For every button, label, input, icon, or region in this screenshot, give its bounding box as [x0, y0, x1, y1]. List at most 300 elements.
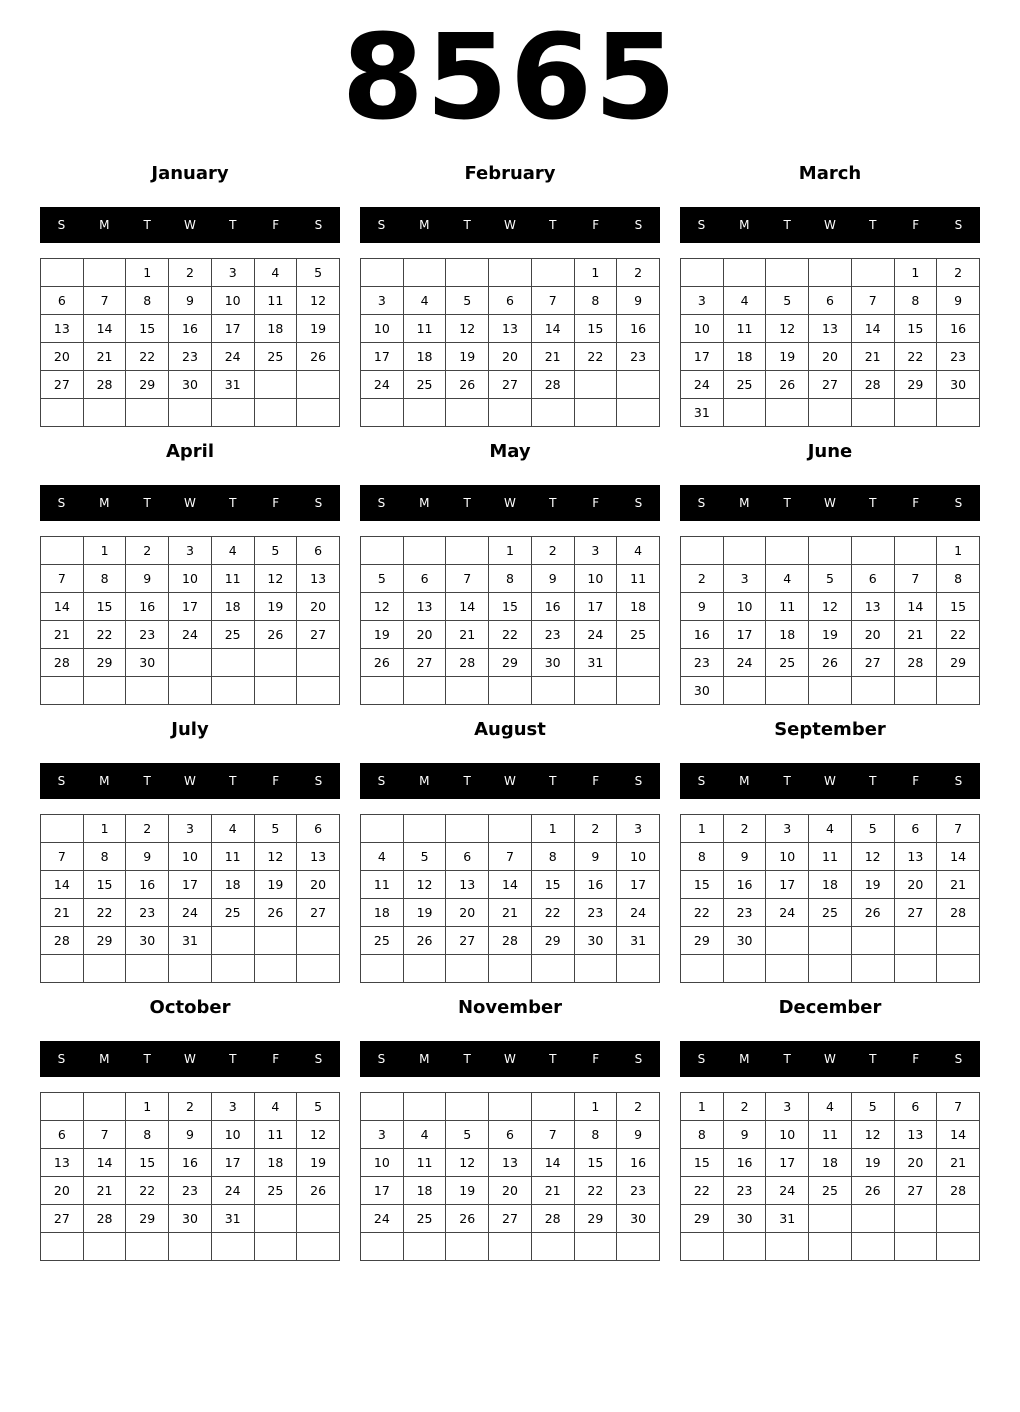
- day-grid: [360, 536, 660, 705]
- weekday-header: T: [869, 496, 877, 510]
- day-cell: 14: [851, 315, 894, 343]
- day-cell: 12: [766, 315, 809, 343]
- day-cell: 14: [937, 1121, 980, 1149]
- day-cell: [809, 399, 852, 427]
- day-cell: 20: [894, 871, 937, 899]
- day-cell: 27: [894, 899, 937, 927]
- day-cell: 2: [126, 537, 169, 565]
- weekday-header: F: [912, 496, 920, 510]
- month-name: September: [774, 719, 886, 740]
- month-name: June: [807, 441, 853, 462]
- week-row: [361, 815, 660, 843]
- day-cell: 10: [169, 565, 212, 593]
- weekday-header: T: [549, 496, 557, 510]
- week-row: [361, 1093, 660, 1121]
- week-row: [361, 1121, 660, 1149]
- day-cell: 24: [681, 371, 724, 399]
- week-row: [361, 399, 660, 427]
- weekday-header: W: [184, 774, 196, 788]
- day-cell: [894, 677, 937, 705]
- weekday-header: F: [272, 496, 280, 510]
- day-cell: [446, 1233, 489, 1261]
- day-cell: 28: [894, 649, 937, 677]
- week-row: [681, 677, 980, 705]
- day-cell: 18: [723, 343, 766, 371]
- day-cell: 23: [937, 343, 980, 371]
- day-cell: 15: [489, 593, 532, 621]
- day-cell: 9: [169, 287, 212, 315]
- day-cell: [254, 1205, 297, 1233]
- day-cell: 24: [723, 649, 766, 677]
- day-cell: 19: [446, 1177, 489, 1205]
- day-cell: [169, 955, 212, 983]
- day-cell: 12: [446, 315, 489, 343]
- day-cell: 3: [574, 537, 617, 565]
- day-cell: 22: [126, 1177, 169, 1205]
- day-cell: 11: [809, 1121, 852, 1149]
- week-row: [681, 1093, 980, 1121]
- weekday-header: W: [504, 774, 516, 788]
- day-cell: 20: [41, 1177, 84, 1205]
- day-cell: 23: [126, 899, 169, 927]
- day-cell: 1: [574, 1093, 617, 1121]
- day-cell: 5: [446, 287, 489, 315]
- day-cell: [361, 259, 404, 287]
- day-cell: [297, 927, 340, 955]
- day-cell: [894, 399, 937, 427]
- day-cell: 7: [937, 1093, 980, 1121]
- weekday-header: S: [634, 496, 643, 510]
- day-grid: [40, 1092, 340, 1261]
- weekday-header: W: [824, 774, 836, 788]
- day-cell: 29: [489, 649, 532, 677]
- day-cell: 1: [83, 537, 126, 565]
- day-cell: 26: [254, 621, 297, 649]
- day-cell: 12: [297, 1121, 340, 1149]
- day-cell: 28: [851, 371, 894, 399]
- day-cell: 22: [126, 343, 169, 371]
- day-cell: 15: [574, 315, 617, 343]
- week-row: [41, 537, 340, 565]
- day-cell: 3: [169, 815, 212, 843]
- day-cell: [446, 815, 489, 843]
- week-row: [41, 1149, 340, 1177]
- day-cell: 4: [403, 1121, 446, 1149]
- day-cell: 5: [403, 843, 446, 871]
- day-cell: 19: [361, 621, 404, 649]
- day-cell: [489, 1093, 532, 1121]
- day-cell: 19: [403, 899, 446, 927]
- day-cell: 29: [83, 649, 126, 677]
- day-cell: 17: [766, 1149, 809, 1177]
- day-cell: 16: [617, 1149, 660, 1177]
- day-cell: 18: [211, 871, 254, 899]
- day-cell: [489, 259, 532, 287]
- day-cell: [41, 955, 84, 983]
- week-row: [681, 843, 980, 871]
- day-cell: [254, 927, 297, 955]
- day-cell: [83, 677, 126, 705]
- week-row: [361, 871, 660, 899]
- day-cell: 5: [254, 537, 297, 565]
- day-cell: 5: [809, 565, 852, 593]
- day-cell: 4: [766, 565, 809, 593]
- day-cell: 7: [41, 843, 84, 871]
- day-cell: 24: [169, 621, 212, 649]
- day-cell: [297, 371, 340, 399]
- day-cell: 21: [83, 1177, 126, 1205]
- day-cell: 17: [766, 871, 809, 899]
- day-cell: [403, 955, 446, 983]
- day-cell: 17: [361, 343, 404, 371]
- day-cell: 13: [403, 593, 446, 621]
- week-row: [41, 955, 340, 983]
- weekday-header: F: [272, 1052, 280, 1066]
- day-cell: [937, 1205, 980, 1233]
- day-cell: 11: [766, 593, 809, 621]
- day-cell: 23: [531, 621, 574, 649]
- day-cell: 5: [851, 815, 894, 843]
- day-cell: 5: [254, 815, 297, 843]
- day-cell: [361, 677, 404, 705]
- day-grid: [680, 814, 980, 983]
- day-cell: 24: [617, 899, 660, 927]
- week-row: [681, 315, 980, 343]
- weekday-header: M: [739, 218, 750, 232]
- day-cell: 29: [83, 927, 126, 955]
- day-cell: 18: [617, 593, 660, 621]
- day-cell: 22: [489, 621, 532, 649]
- day-cell: [681, 537, 724, 565]
- day-cell: 3: [211, 1093, 254, 1121]
- day-cell: [574, 371, 617, 399]
- day-cell: 2: [723, 1093, 766, 1121]
- weekday-header: T: [229, 1052, 237, 1066]
- week-row: [681, 899, 980, 927]
- day-cell: 6: [809, 287, 852, 315]
- day-cell: [403, 537, 446, 565]
- day-cell: 17: [574, 593, 617, 621]
- day-cell: 22: [681, 899, 724, 927]
- day-cell: [766, 259, 809, 287]
- weekday-header: T: [229, 218, 237, 232]
- week-row: [41, 315, 340, 343]
- day-cell: [297, 1205, 340, 1233]
- weekday-header: M: [99, 218, 110, 232]
- day-cell: 12: [403, 871, 446, 899]
- day-cell: 28: [446, 649, 489, 677]
- week-row: [361, 1149, 660, 1177]
- day-cell: 23: [617, 1177, 660, 1205]
- day-cell: 19: [446, 343, 489, 371]
- day-cell: 22: [894, 343, 937, 371]
- weekday-header: S: [57, 774, 66, 788]
- day-cell: 17: [211, 1149, 254, 1177]
- weekday-header: M: [419, 496, 430, 510]
- weekday-header: T: [549, 218, 557, 232]
- day-cell: 23: [126, 621, 169, 649]
- day-cell: 27: [297, 899, 340, 927]
- week-row: [681, 871, 980, 899]
- day-cell: 3: [361, 287, 404, 315]
- day-cell: 11: [254, 1121, 297, 1149]
- week-row: [681, 1121, 980, 1149]
- day-cell: [41, 399, 84, 427]
- day-cell: [41, 677, 84, 705]
- day-cell: 8: [531, 843, 574, 871]
- day-cell: 1: [83, 815, 126, 843]
- day-cell: 17: [169, 871, 212, 899]
- day-cell: 7: [531, 287, 574, 315]
- day-cell: 2: [169, 1093, 212, 1121]
- day-cell: 22: [937, 621, 980, 649]
- day-cell: 26: [851, 1177, 894, 1205]
- day-cell: [489, 955, 532, 983]
- day-cell: [809, 677, 852, 705]
- day-cell: 3: [361, 1121, 404, 1149]
- day-cell: 7: [41, 565, 84, 593]
- day-cell: 13: [851, 593, 894, 621]
- day-cell: 15: [937, 593, 980, 621]
- weekday-header: S: [697, 774, 706, 788]
- day-cell: 21: [83, 343, 126, 371]
- day-cell: 10: [169, 843, 212, 871]
- day-cell: 18: [403, 1177, 446, 1205]
- weekday-header: T: [463, 218, 471, 232]
- week-row: [361, 927, 660, 955]
- day-cell: 1: [681, 815, 724, 843]
- day-cell: [809, 537, 852, 565]
- day-cell: 27: [489, 371, 532, 399]
- week-row: [361, 649, 660, 677]
- week-row: [41, 259, 340, 287]
- day-cell: 25: [211, 899, 254, 927]
- weekday-header: S: [57, 218, 66, 232]
- day-cell: 1: [894, 259, 937, 287]
- day-cell: 21: [894, 621, 937, 649]
- day-cell: [254, 955, 297, 983]
- week-row: [681, 371, 980, 399]
- day-cell: 2: [723, 815, 766, 843]
- day-cell: 26: [361, 649, 404, 677]
- day-grid: [360, 1092, 660, 1261]
- week-row: [361, 955, 660, 983]
- week-row: [681, 399, 980, 427]
- day-cell: 17: [617, 871, 660, 899]
- day-cell: 21: [531, 1177, 574, 1205]
- day-cell: 7: [851, 287, 894, 315]
- day-cell: [169, 399, 212, 427]
- day-cell: 13: [446, 871, 489, 899]
- month-name: December: [778, 997, 882, 1018]
- day-cell: 28: [41, 927, 84, 955]
- day-cell: 31: [766, 1205, 809, 1233]
- day-cell: 10: [211, 1121, 254, 1149]
- weekday-header: T: [143, 218, 151, 232]
- day-grid: [40, 536, 340, 705]
- day-cell: 6: [894, 1093, 937, 1121]
- day-cell: 6: [489, 287, 532, 315]
- day-cell: 15: [894, 315, 937, 343]
- day-cell: [361, 1233, 404, 1261]
- day-cell: 1: [489, 537, 532, 565]
- day-cell: 18: [254, 1149, 297, 1177]
- day-cell: 30: [126, 927, 169, 955]
- day-cell: 11: [809, 843, 852, 871]
- weekday-header: S: [377, 218, 386, 232]
- day-cell: [446, 955, 489, 983]
- day-cell: 29: [937, 649, 980, 677]
- weekday-header-bar: [680, 207, 980, 243]
- weekday-header: S: [697, 496, 706, 510]
- day-cell: 25: [403, 1205, 446, 1233]
- day-cell: 31: [211, 371, 254, 399]
- day-cell: [41, 1233, 84, 1261]
- day-cell: [809, 259, 852, 287]
- weekday-header: S: [954, 1052, 963, 1066]
- day-cell: [446, 537, 489, 565]
- weekday-header: S: [314, 496, 323, 510]
- day-cell: 8: [574, 1121, 617, 1149]
- day-cell: 5: [361, 565, 404, 593]
- day-cell: 19: [851, 871, 894, 899]
- day-cell: 16: [169, 1149, 212, 1177]
- day-cell: 7: [83, 287, 126, 315]
- day-cell: [297, 1233, 340, 1261]
- day-cell: 14: [489, 871, 532, 899]
- day-cell: [851, 537, 894, 565]
- day-cell: 30: [574, 927, 617, 955]
- day-cell: 20: [403, 621, 446, 649]
- day-cell: 26: [446, 371, 489, 399]
- day-cell: 11: [403, 1149, 446, 1177]
- day-cell: 28: [489, 927, 532, 955]
- day-cell: 28: [937, 899, 980, 927]
- day-cell: 20: [297, 593, 340, 621]
- day-cell: 26: [254, 899, 297, 927]
- day-cell: [531, 1233, 574, 1261]
- day-cell: [446, 1093, 489, 1121]
- day-cell: [723, 1233, 766, 1261]
- day-cell: 1: [574, 259, 617, 287]
- week-row: [41, 287, 340, 315]
- weekday-header: T: [783, 496, 791, 510]
- day-cell: [766, 537, 809, 565]
- day-cell: 15: [83, 871, 126, 899]
- day-cell: [489, 677, 532, 705]
- day-cell: 16: [723, 1149, 766, 1177]
- day-cell: 18: [361, 899, 404, 927]
- day-cell: 2: [126, 815, 169, 843]
- day-cell: [574, 955, 617, 983]
- day-cell: 25: [766, 649, 809, 677]
- week-row: [681, 815, 980, 843]
- day-cell: 12: [254, 843, 297, 871]
- day-cell: 12: [851, 1121, 894, 1149]
- weekday-header: F: [272, 218, 280, 232]
- day-cell: 10: [617, 843, 660, 871]
- weekday-header: F: [272, 774, 280, 788]
- day-cell: 12: [809, 593, 852, 621]
- day-cell: 2: [617, 259, 660, 287]
- day-cell: 23: [169, 1177, 212, 1205]
- day-cell: 24: [211, 343, 254, 371]
- weekday-header: T: [783, 218, 791, 232]
- day-cell: 1: [681, 1093, 724, 1121]
- weekday-header-bar: [40, 485, 340, 521]
- day-cell: [169, 649, 212, 677]
- day-cell: 28: [937, 1177, 980, 1205]
- weekday-header: S: [634, 1052, 643, 1066]
- day-cell: 8: [83, 565, 126, 593]
- day-cell: [211, 927, 254, 955]
- year-title: 8565: [341, 8, 679, 146]
- day-cell: [809, 927, 852, 955]
- day-cell: 18: [809, 1149, 852, 1177]
- day-cell: 17: [723, 621, 766, 649]
- weekday-header: W: [184, 218, 196, 232]
- week-row: [361, 843, 660, 871]
- week-row: [681, 621, 980, 649]
- day-cell: 17: [361, 1177, 404, 1205]
- weekday-header-bar: [360, 207, 660, 243]
- day-cell: 16: [531, 593, 574, 621]
- week-row: [361, 259, 660, 287]
- day-cell: 31: [211, 1205, 254, 1233]
- day-cell: 8: [574, 287, 617, 315]
- weekday-header: S: [697, 1052, 706, 1066]
- day-cell: 19: [297, 315, 340, 343]
- day-cell: 17: [211, 315, 254, 343]
- day-cell: 20: [809, 343, 852, 371]
- day-cell: [41, 537, 84, 565]
- day-cell: 21: [937, 1149, 980, 1177]
- day-cell: 10: [211, 287, 254, 315]
- weekday-header: T: [549, 1052, 557, 1066]
- weekday-header: S: [377, 774, 386, 788]
- weekday-header: T: [869, 1052, 877, 1066]
- day-cell: [254, 399, 297, 427]
- week-row: [41, 843, 340, 871]
- week-row: [41, 621, 340, 649]
- weekday-header: W: [184, 1052, 196, 1066]
- weekday-header: M: [99, 774, 110, 788]
- weekday-header: S: [634, 774, 643, 788]
- day-cell: 15: [681, 871, 724, 899]
- day-cell: 31: [617, 927, 660, 955]
- weekday-header: F: [592, 496, 600, 510]
- weekday-header: W: [504, 496, 516, 510]
- day-cell: 11: [361, 871, 404, 899]
- day-cell: 29: [574, 1205, 617, 1233]
- week-row: [681, 537, 980, 565]
- weekday-header-bar: [360, 763, 660, 799]
- day-cell: 21: [937, 871, 980, 899]
- week-row: [361, 1177, 660, 1205]
- weekday-header: T: [463, 496, 471, 510]
- day-cell: [126, 1233, 169, 1261]
- day-cell: 14: [531, 1149, 574, 1177]
- day-cell: [254, 371, 297, 399]
- day-cell: [361, 1093, 404, 1121]
- day-cell: 14: [41, 871, 84, 899]
- day-cell: [83, 1233, 126, 1261]
- day-cell: [126, 677, 169, 705]
- day-cell: 22: [574, 343, 617, 371]
- day-cell: [83, 955, 126, 983]
- day-cell: 2: [617, 1093, 660, 1121]
- weekday-header: W: [824, 218, 836, 232]
